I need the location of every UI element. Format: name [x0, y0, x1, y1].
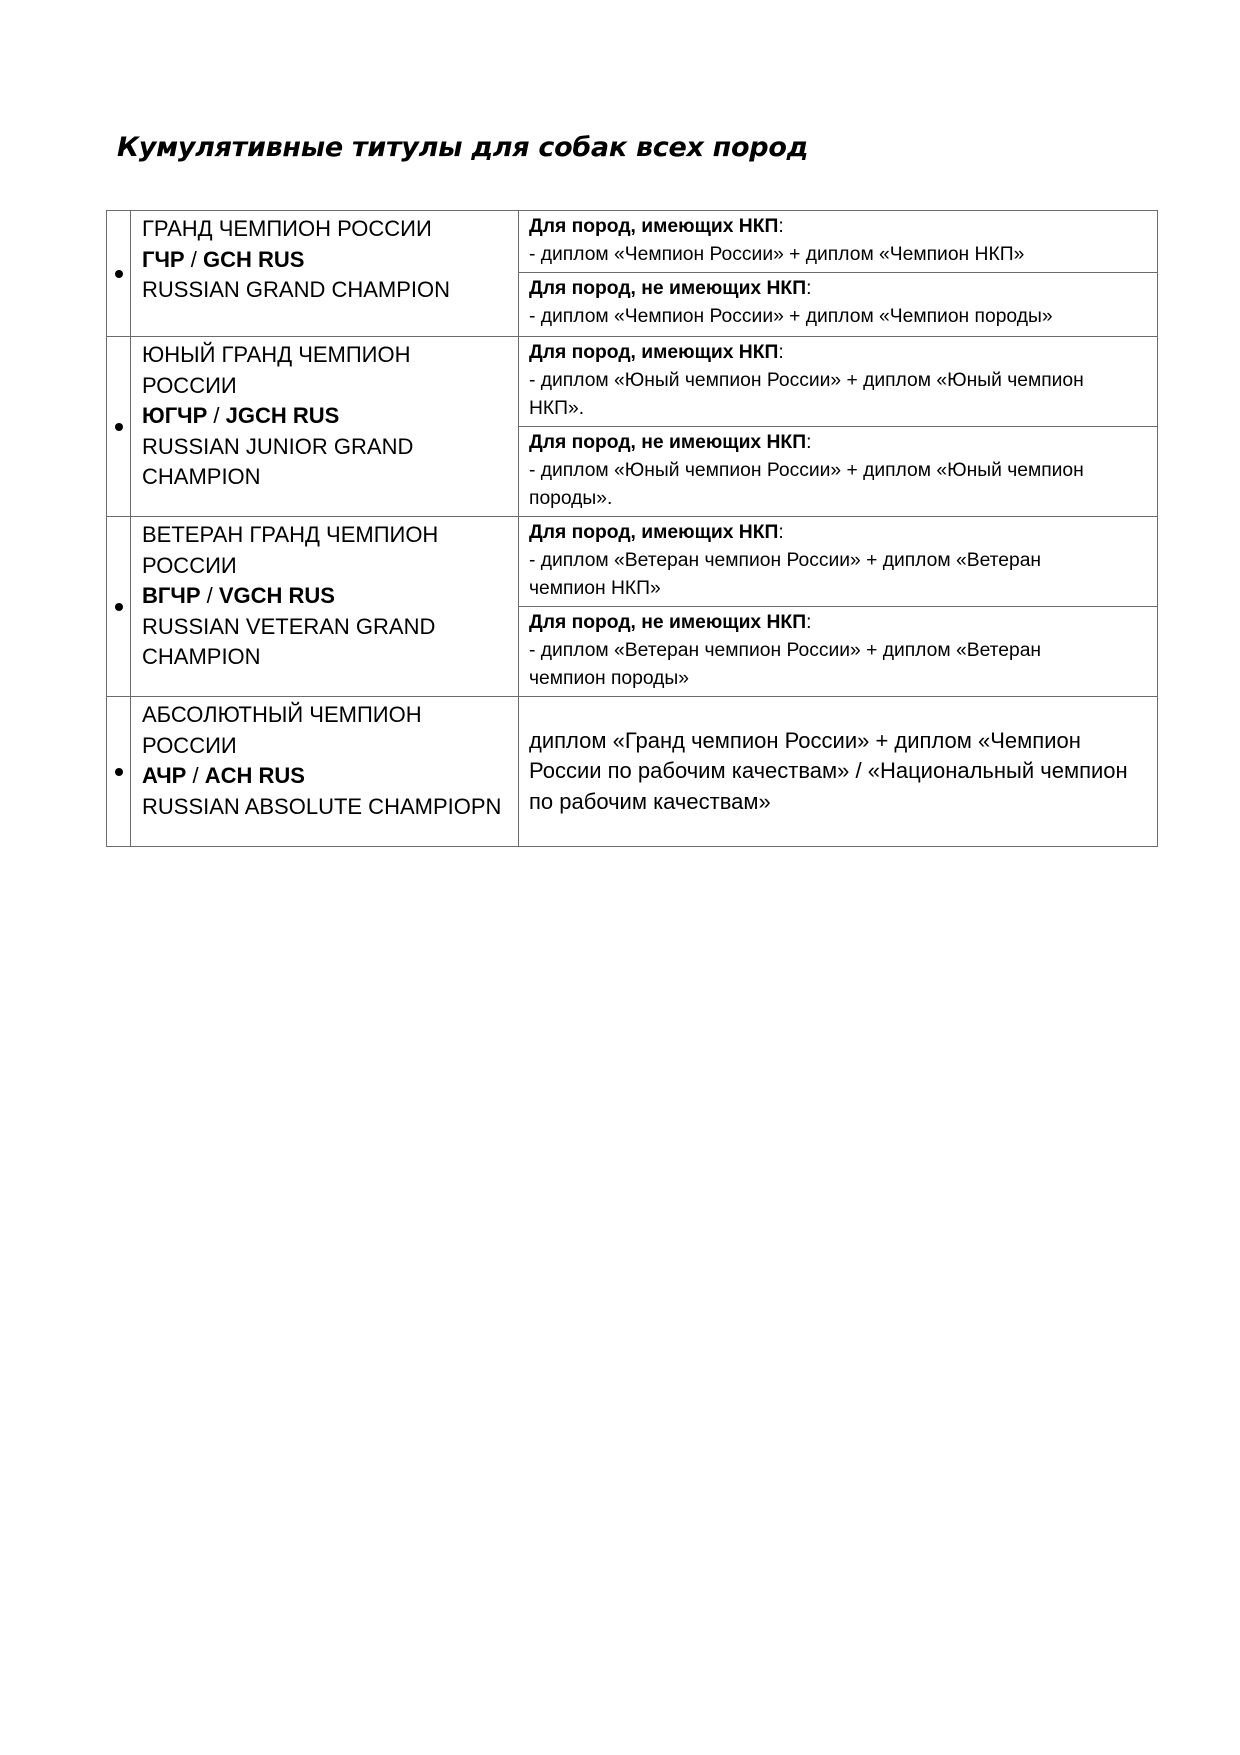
bullet-cell: [107, 697, 131, 847]
bullet-icon: [115, 423, 123, 431]
bullet-icon: [115, 270, 123, 278]
bullet-icon: [115, 603, 123, 611]
title-name-cell: [131, 697, 519, 847]
title-english: RUSSIAN GRAND CHAMPION: [142, 277, 451, 302]
title-name: РОССИИ: [142, 552, 237, 578]
condition-text: по рабочим качествам»: [529, 788, 771, 814]
condition-without-nkp: Для пород, не имеющих НКП: - диплом «Чемпион России» + диплом «Чемпион породы»: [519, 273, 1158, 337]
table-row: [107, 211, 1158, 273]
title-english: RUSSIAN ABSOLUTE CHAMPIOPN: [142, 793, 502, 819]
condition-text: чемпион породы»: [529, 668, 689, 689]
titles-table: [106, 210, 1158, 847]
condition-without-nkp: Для пород, не имеющих НКП: - диплом «Юный чемпион России» + диплом «Юный чемпион породы».: [519, 427, 1158, 517]
condition-text: чемпион НКП»: [529, 578, 661, 599]
bullet-cell: [107, 211, 131, 337]
bullet-cell: [107, 517, 131, 697]
condition-text: НКП».: [529, 398, 585, 419]
condition-text: России по рабочим качествам» / «Национальный чемпион: [529, 758, 1128, 784]
condition-text: - диплом «Ветеран чемпион России» + диплом «Ветеран: [529, 550, 1042, 571]
abbr-en: JGCH RUS: [225, 403, 340, 428]
table-row: [107, 697, 1158, 847]
condition-heading: Для пород, имеющих НКП: [529, 216, 779, 237]
table-row: [107, 517, 1158, 607]
bullet-cell: [107, 337, 131, 517]
condition-heading: Для пород, не имеющих НКП: [529, 612, 807, 633]
abbr-ru: ГЧР: [142, 246, 185, 272]
bullet-icon: [115, 768, 123, 776]
condition-without-nkp: Для пород, не имеющих НКП: - диплом «Ветеран чемпион России» + диплом «Ветеран чемпион породы»: [519, 607, 1158, 697]
title-name-cell: [131, 517, 519, 697]
title-name: РОССИИ: [142, 732, 237, 758]
condition-text: - диплом «Юный чемпион России» + диплом «Юный чемпион: [529, 460, 1084, 481]
abbr-en: ACH RUS: [204, 763, 305, 788]
title-abbreviation: ЮГЧР / JGCH RUS: [142, 403, 340, 428]
title-name: АБСОЛЮТНЫЙ ЧЕМПИОН: [142, 702, 422, 727]
title-name: ЮНЫЙ ГРАНД ЧЕМПИОН: [142, 342, 411, 367]
condition-text: - диплом «Ветеран чемпион России» + диплом «Ветеран: [529, 640, 1042, 661]
title-english: RUSSIAN JUNIOR GRAND: [142, 433, 414, 459]
condition-text: - диплом «Чемпион России» + диплом «Чемпион породы»: [529, 306, 1053, 327]
condition-with-nkp: Для пород, имеющих НКП: - диплом «Ветеран чемпион России» + диплом «Ветеран чемпион НКП»: [519, 517, 1158, 607]
condition-text: - диплом «Юный чемпион России» + диплом «Юный чемпион: [529, 370, 1084, 391]
abbr-en: GCH RUS: [202, 246, 305, 272]
title-abbreviation: АЧР / ACH RUS: [142, 763, 305, 788]
title-name: РОССИИ: [142, 372, 237, 398]
table-row: [107, 337, 1158, 427]
abbr-en: VGCH RUS: [218, 583, 335, 608]
condition-heading: Для пород, имеющих НКП: [529, 522, 779, 543]
title-name-cell: [131, 337, 519, 517]
title-english: RUSSIAN VETERAN GRAND: [142, 613, 436, 639]
title-name-cell: [131, 211, 519, 337]
condition-with-nkp: Для пород, имеющих НКП: - диплом «Юный чемпион России» + диплом «Юный чемпион НКП».: [519, 337, 1158, 427]
abbr-ru: АЧР: [142, 763, 187, 788]
condition-heading: Для пород, имеющих НКП: [529, 342, 779, 363]
title-name: ВЕТЕРАН ГРАНД ЧЕМПИОН: [142, 522, 439, 547]
condition-with-nkp: Для пород, имеющих НКП: - диплом «Чемпион России» + диплом «Чемпион НКП»: [519, 211, 1158, 273]
title-english: CHAMPION: [142, 644, 261, 669]
condition-heading: Для пород, не имеющих НКП: [529, 278, 807, 299]
abbr-ru: ВГЧР: [142, 583, 201, 608]
condition-heading: Для пород, не имеющих НКП: [529, 432, 807, 453]
title-name: ГРАНД ЧЕМПИОН РОССИИ: [142, 216, 432, 241]
condition-text: породы».: [529, 488, 613, 509]
condition-absolute: [519, 697, 1158, 847]
title-abbreviation: ВГЧР / VGCH RUS: [142, 583, 335, 608]
page-title: Кумулятивные титулы для собак всех пород: [117, 132, 809, 163]
condition-text: диплом «Гранд чемпион России» + диплом «Чемпион: [529, 727, 1081, 753]
title-abbreviation: ГЧР / GCH RUS: [142, 246, 305, 272]
condition-text: - диплом «Чемпион России» + диплом «Чемпион НКП»: [529, 244, 1025, 265]
abbr-ru: ЮГЧР: [142, 403, 208, 428]
title-english: CHAMPION: [142, 464, 261, 489]
